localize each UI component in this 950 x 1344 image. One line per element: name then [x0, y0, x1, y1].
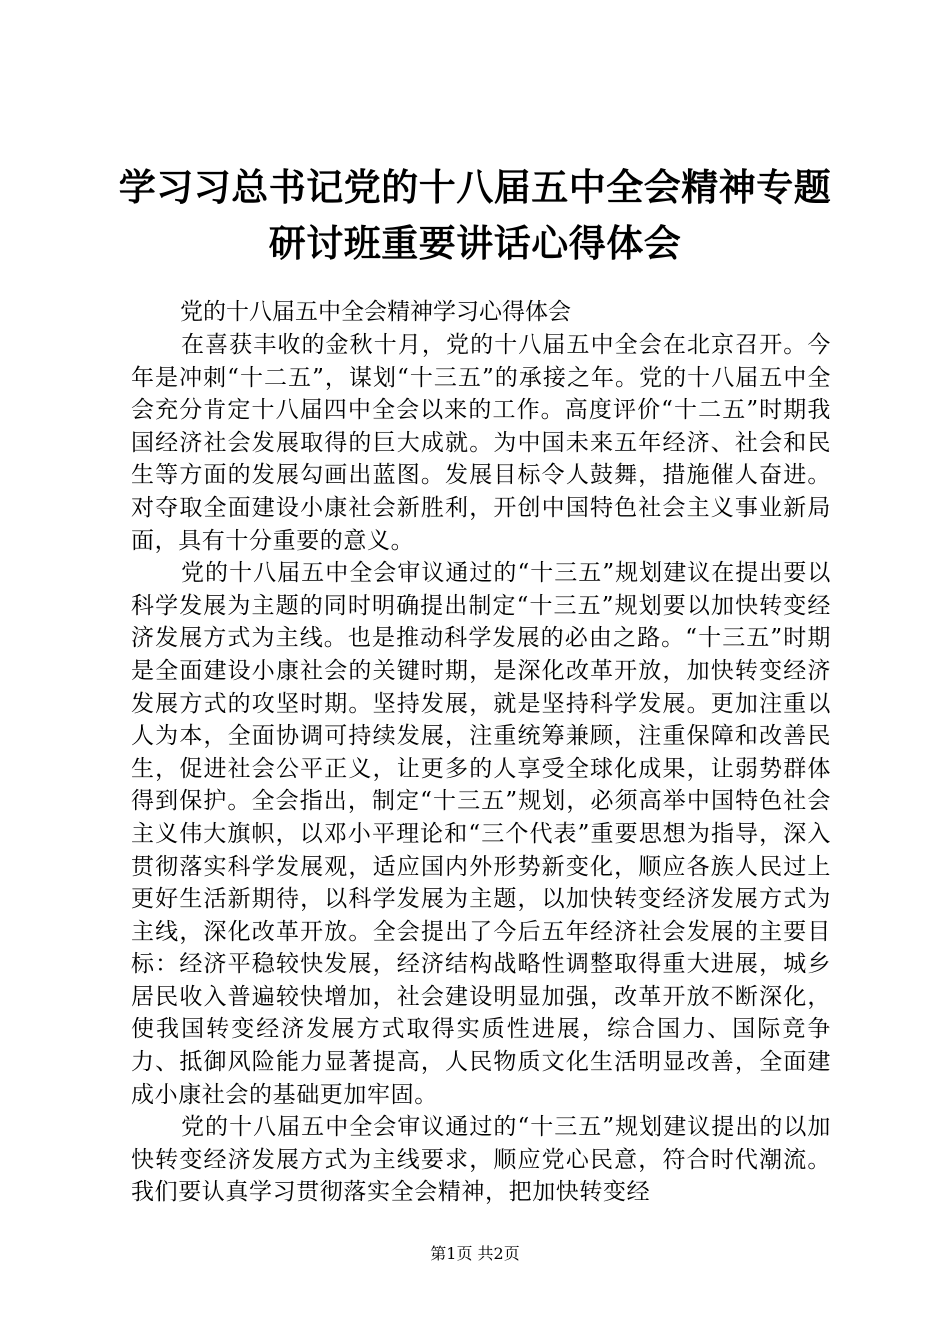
document-subtitle: 党的十八届五中全会精神学习心得体会 [180, 299, 571, 325]
page-number-footer: 第1页 共2页 [430, 1244, 520, 1263]
paragraph: 党的十八届五中全会审议通过的“十三五”规划建议在提出要以科学发展为主题的同时明确提出制定“十三五”规划要以加快转变经济发展方式为主线。也是推动科学发展的必由之路。“十三五”时期是全面建设小康社会的关键时期，是深化改革开放，加快转变经济发展方式的攻坚时期。坚持发展，就是坚持科学发展。更加注重以人为本，全面协调可持续发展，注重统筹兼顾，注重保障和改善民生，促进社会公平正义，让更多的人享受全球化成果，让弱势群体得到保护。全会指出，制定“十三五”规划，必须高举中国特色社会主义伟大旗帜，以邓小平理论和“三个代表”重要思想为指导，深入贯彻落实科学发展观，适应国内外形势新变化，顺应各族人民过上更好生活新期待，以科学发展为主题，以加快转变经济发展方式为主线，深化改革开放。全会提出了今后五年经济社会发展的主要目标：经济平稳较快发展，经济结构战略性调整取得重大进展，城乡居民收入普遍较快增加，社会建设明显加强，改革开放不断深化，使我国转变经济发展方式取得实质性进展，综合国力、国际竞争力、抵御风险能力显著提高，人民物质文化生活明显改善，全面建成小康社会的基础更加牢固。 [131, 560, 831, 1108]
paragraph: 在喜获丰收的金秋十月，党的十八届五中全会在北京召开。今年是冲刺“十二五”，谋划“十三五”的承接之年。党的十八届五中全会充分肯定十八届四中全会以来的工作。高度评价“十二五”时期我国经济社会发展取得的巨大成就。为中国未来五年经济、社会和民生等方面的发展勾画出蓝图。发展目标令人鼓舞，措施催人奋进。对夺取全面建设小康社会新胜利，开创中国特色社会主义事业新局面，具有十分重要的意义。 [131, 332, 831, 554]
document-body [131, 329, 831, 1209]
paragraph: 党的十八届五中全会审议通过的“十三五”规划建议提出的以加快转变经济发展方式为主线要求，顺应党心民意，符合时代潮流。我们要认真学习贯彻落实全会精神，把加快转变经 [131, 1114, 831, 1206]
document-title: 学习习总书记党的十八届五中全会精神专题研讨班重要讲话心得体会 [118, 166, 832, 265]
